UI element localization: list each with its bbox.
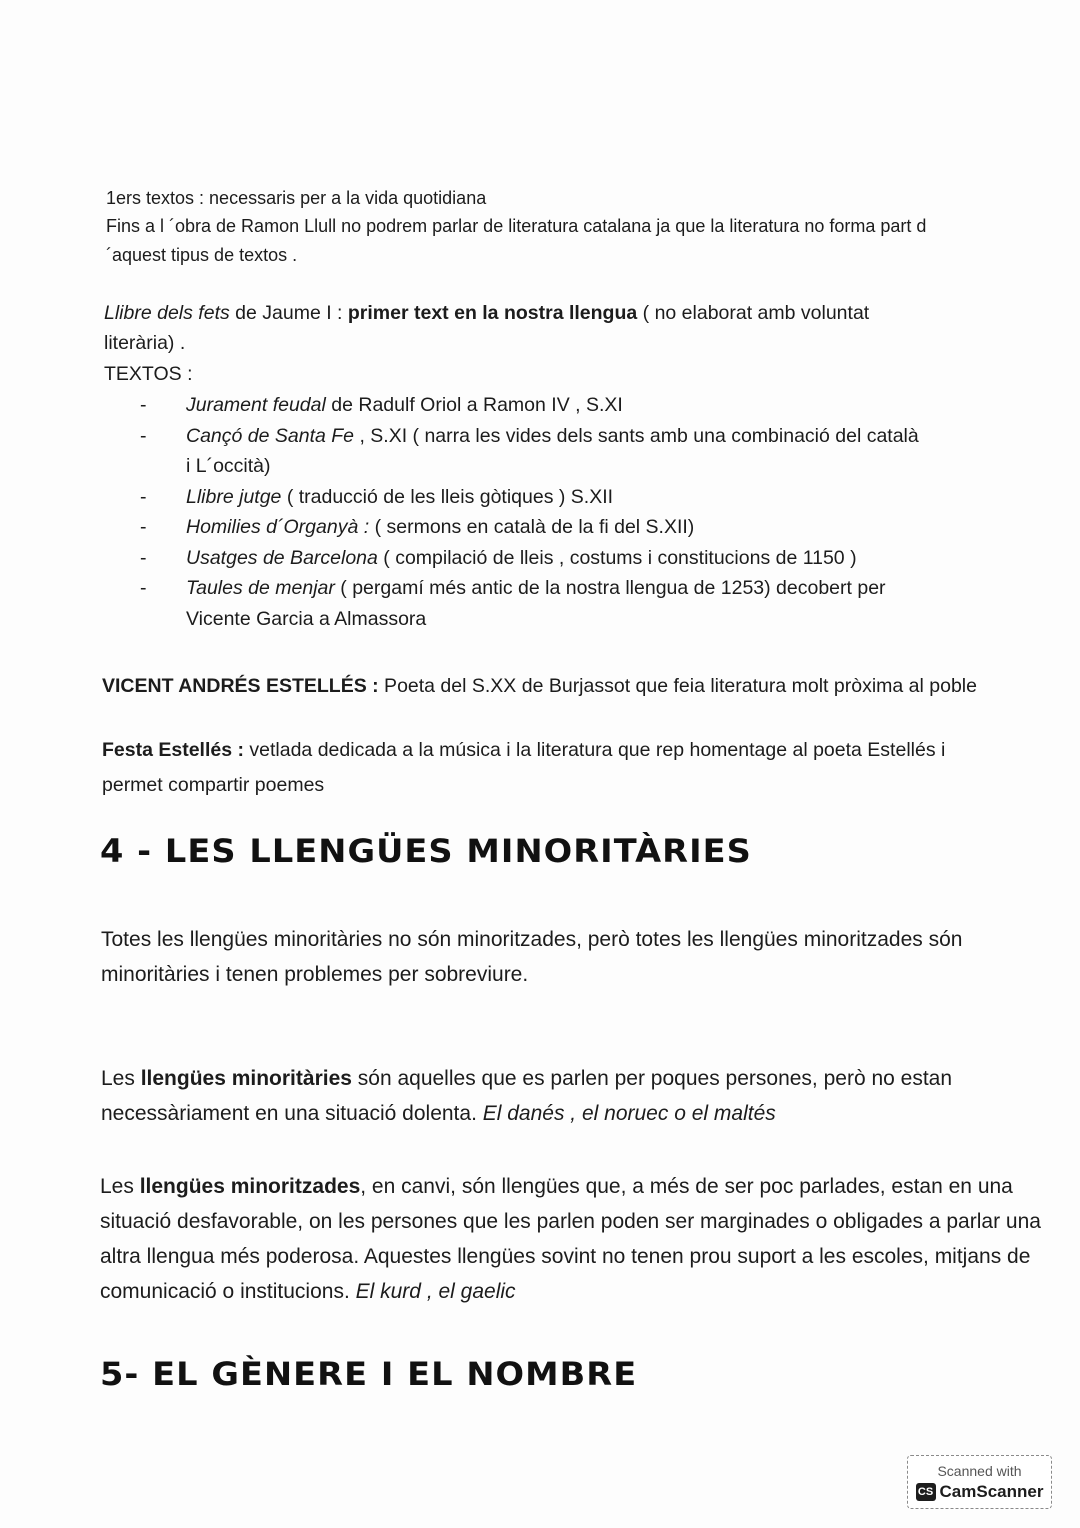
section-5-heading: 5- EL GÈNERE I EL NOMBRE [100, 1355, 638, 1393]
item-title: Usatges de Barcelona [186, 546, 378, 569]
estelles-paragraph [102, 669, 1032, 704]
festa-paragraph [102, 733, 1002, 803]
intro-paragraph-2 [106, 212, 966, 270]
llibre-text-2: ( no elaborat amb voluntat literària) . [104, 302, 870, 354]
llibre-text-1: de Jaume I : [229, 302, 348, 324]
intro-text-2: Fins a l ´obra de Ramon Llull no podrem parlar de literatura catalana ja que la literatura no forma part d´aquest tipus de textos . [106, 216, 927, 265]
list-item [104, 512, 1004, 543]
item-title: Jurament feudal [186, 394, 326, 416]
p3-text-c: , en canvi, són llengües que, a més de ser poc parlades, estan en una situació desfavorable, on les persones que les parlen poden ser marginades o obligades a parlar una altra llengua més poderosa. Aquestes llengües sovint no tenen prou suport a les escoles, mitjans de comunicació o institucions. [100, 1175, 1041, 1303]
list-item [104, 421, 1004, 482]
p2-bold-term: llengües minoritàries [140, 1067, 352, 1090]
bullet-dash: - [140, 394, 147, 416]
scanned-with-text: Scanned with [937, 1463, 1022, 1479]
section-4-paragraph-1 [101, 922, 1061, 992]
festa-title: Festa Estellés : [102, 739, 244, 761]
p3-text-a: Les [100, 1175, 140, 1198]
llibre-paragraph [104, 298, 944, 358]
item-text: ( traducció de les lleis gòtiques ) S.XII [281, 485, 614, 508]
bullet-dash: - [140, 546, 147, 569]
camscanner-row [908, 1482, 1051, 1502]
textos-label [104, 359, 193, 389]
item-text: , S.XI ( narra les vides dels sants amb una combinació del català i L´occità) [186, 424, 919, 477]
p3-bold-term: llengües minoritzades [139, 1175, 361, 1198]
p3-examples: El kurd , el gaelic [355, 1280, 516, 1303]
intro-line-1 [106, 184, 966, 213]
item-text: ( compilació de lleis , costums i constitucions de 1150 ) [377, 546, 857, 569]
estelles-name: VICENT ANDRÉS ESTELLÉS : [102, 675, 379, 697]
bullet-dash: - [140, 424, 147, 447]
bullet-dash: - [140, 485, 147, 508]
p2-text-c: són aquelles que es parlen per poques persones, però no estan necessàriament en una situació dolenta. [101, 1067, 953, 1125]
item-title: Taules de menjar [186, 577, 335, 599]
camscanner-badge [907, 1455, 1052, 1509]
festa-desc: vetlada dedicada a la música i la literatura que rep homentage al poeta Estellés i permet compartir poemes [102, 739, 946, 796]
camscanner-logo-icon: CS [916, 1483, 936, 1501]
bullet-dash: - [140, 577, 147, 599]
list-item [104, 543, 1004, 574]
item-text: ( sermons en català de la fi del S.XII) [369, 516, 695, 538]
section-4-text-1: Totes les llengües minoritàries no són minoritzades, però totes les llengües minoritzades són minoritàries i tenen problemes per sobreviure. [101, 928, 963, 986]
llibre-bold: primer text en la nostra llengua [347, 302, 638, 324]
item-title: Homilies d´Organyà : [186, 516, 370, 538]
minoritaries-paragraph [101, 1061, 1051, 1131]
intro-text-1: 1ers textos : necessaris per a la vida quotidiana [106, 188, 487, 208]
list-item [104, 573, 1004, 634]
list-item [104, 482, 1004, 513]
item-text: ( pergamí més antic de la nostra llengua de 1253) decobert per Vicente Garcia a Almassora [186, 577, 886, 630]
section-4-heading: 4 - LES LLENGÜES MINORITÀRIES [100, 832, 752, 870]
minoritzades-paragraph [100, 1169, 1075, 1309]
textos-list [104, 390, 1004, 634]
p2-examples: El danés , el noruec o el maltés [482, 1102, 776, 1125]
p2-text-a: Les [101, 1067, 141, 1090]
item-text: de Radulf Oriol a Ramon IV , S.XI [325, 394, 623, 416]
camscanner-name: CamScanner [939, 1482, 1044, 1501]
bullet-dash: - [140, 516, 147, 538]
textos-label-text: TEXTOS : [104, 363, 193, 385]
item-title: Llibre jutge [186, 485, 282, 508]
llibre-title: Llibre dels fets [104, 302, 230, 324]
item-title: Cançó de Santa Fe [186, 424, 355, 447]
list-item [104, 390, 1004, 421]
estelles-desc: Poeta del S.XX de Burjassot que feia literatura molt pròxima al poble [378, 675, 977, 697]
